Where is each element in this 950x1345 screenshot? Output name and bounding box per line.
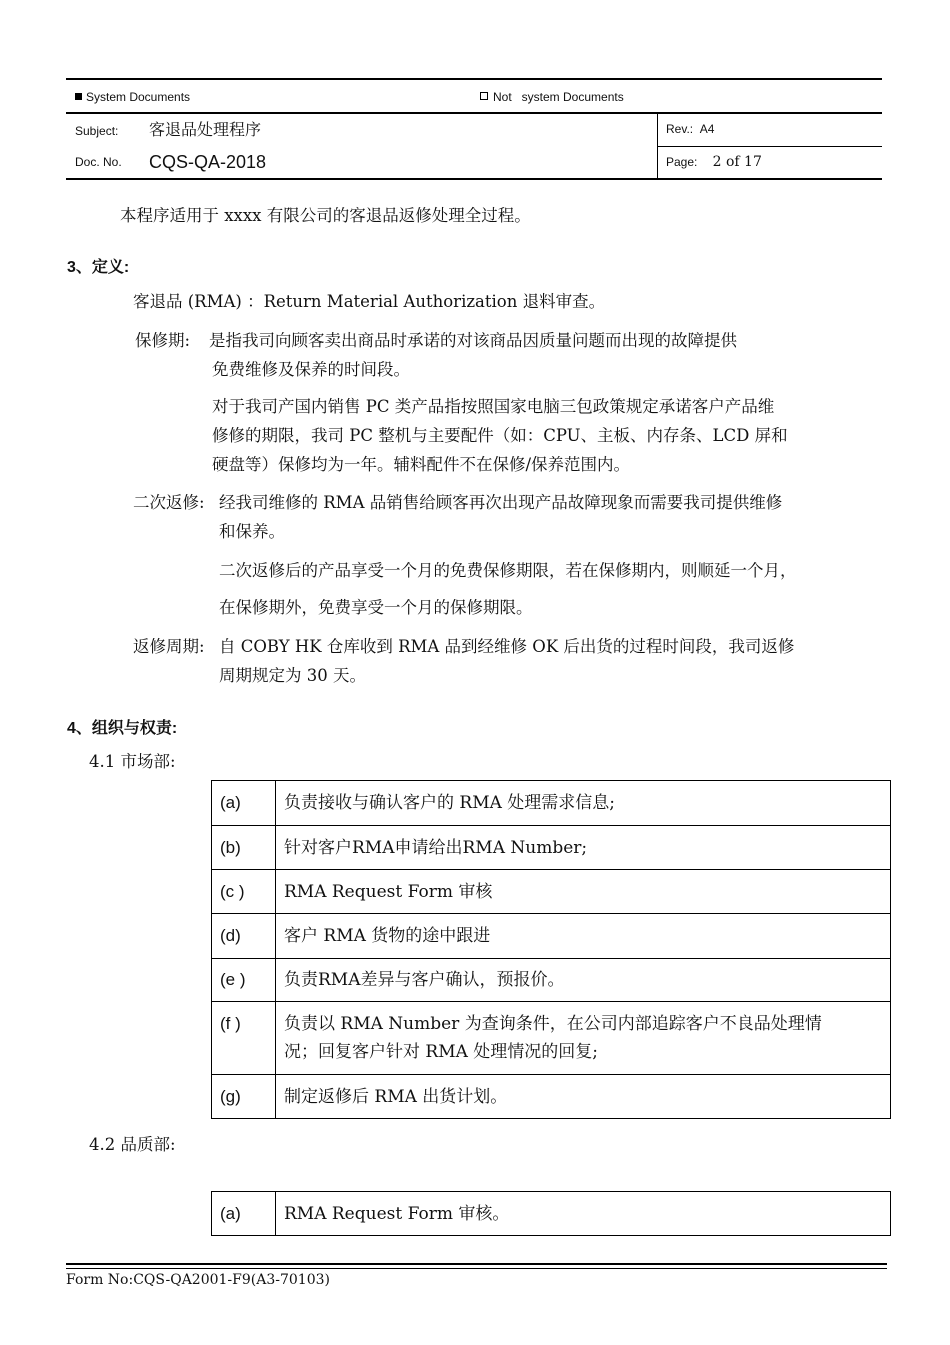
row-value: 负责接收与确认客户的 RMA 处理需求信息;	[276, 781, 891, 826]
row-key: (c )	[212, 870, 276, 914]
header-vertical-divider	[657, 113, 658, 179]
pc-warranty-line-2: 修修的期限，我司 PC 整机与主要配件（如：CPU、主板、内存条、LCD 屏和	[212, 426, 788, 445]
row-key: (f )	[212, 1002, 276, 1075]
quality-duties-table	[211, 1191, 891, 1236]
row-value: 负责以 RMA Number 为查询条件，在公司内部追踪客户不良品处理情 况；回复客户针对 RMA 处理情况的回复;	[276, 1002, 891, 1075]
pc-warranty-line-1: 对于我司产国内销售 PC 类产品指按照国家电脑三包政策规定承诺客户产品维	[212, 397, 775, 416]
row-key: (a)	[212, 781, 276, 826]
doc-no-value: CQS-QA-2018	[149, 152, 267, 172]
repair-cycle-line-1: 自 COBY HK 仓库收到 RMA 品到经维修 OK 后出货的过程时间段，我司返修	[219, 637, 795, 656]
checked-square-icon	[75, 93, 82, 100]
table-row	[212, 1002, 891, 1075]
table-row	[212, 870, 891, 914]
row-key: (d)	[212, 914, 276, 959]
repair-cycle-term: 返修周期:	[133, 637, 205, 656]
form-number: Form No:CQS-QA2001-F9(A3-70103)	[66, 1272, 330, 1288]
row-value: 负责RMA差异与客户确认，预报价。	[276, 959, 891, 1002]
not-system-documents-option: Not system Documents	[480, 90, 624, 104]
subsection-4-1: 4.1 市场部:	[89, 752, 176, 771]
row-key: (a)	[212, 1192, 276, 1236]
doc-no-label: Doc. No.	[75, 155, 122, 169]
subject-value: 客退品处理程序	[149, 120, 262, 139]
section-4-heading: 4、组织与权责:	[67, 720, 178, 737]
row-value: 针对客户RMA申请给出RMA Number;	[276, 826, 891, 870]
second-repair-term: 二次返修:	[133, 493, 205, 512]
repair-cycle-line-2: 周期规定为 30 天。	[219, 666, 366, 685]
warranty-term: 保修期:	[135, 331, 191, 350]
header-top-rule	[66, 78, 882, 80]
rev-field: Rev.: A4	[666, 122, 715, 136]
row-value: RMA Request Form 审核	[276, 870, 891, 914]
warranty-line-2: 免费维修及保养的时间段。	[212, 360, 410, 379]
subject-label: Subject:	[75, 124, 119, 138]
footer-rule-thick	[66, 1263, 887, 1265]
header-rule-2	[66, 112, 882, 114]
footer-rule-thin	[66, 1268, 887, 1269]
pc-warranty-line-3: 硬盘等）保修均为一年。辅料配件不在保修/保养范围内。	[212, 455, 631, 474]
table-row	[212, 826, 891, 870]
header-right-divider	[657, 146, 882, 147]
scope-text: 本程序适用于 xxxx 有限公司的客退品返修处理全过程。	[120, 206, 531, 225]
table-row	[212, 1075, 891, 1119]
rma-definition: 客退品 (RMA) ：Return Material Authorization 退料审查。	[133, 292, 606, 311]
table-row	[212, 959, 891, 1002]
second-repair-line-4: 在保修期外，免费享受一个月的保修期限。	[219, 598, 533, 617]
section-3-heading: 3、定义:	[67, 259, 130, 276]
row-value: 客户 RMA 货物的途中跟进	[276, 914, 891, 959]
header-bottom-rule	[66, 178, 882, 180]
table-row	[212, 1192, 891, 1236]
system-documents-option: System Documents	[75, 90, 190, 104]
warranty-line-1: 是指我司向顾客卖出商品时承诺的对该商品因质量问题而出现的故障提供	[209, 331, 737, 350]
second-repair-line-1: 经我司维修的 RMA 品销售给顾客再次出现产品故障现象而需要我司提供维修	[219, 493, 783, 512]
row-key: (b)	[212, 826, 276, 870]
table-row	[212, 914, 891, 959]
empty-square-icon	[480, 92, 488, 100]
table-row	[212, 781, 891, 826]
subsection-4-2: 4.2 品质部:	[89, 1135, 176, 1154]
row-value: RMA Request Form 审核。	[276, 1192, 891, 1236]
marketing-duties-table	[211, 780, 891, 1119]
row-value: 制定返修后 RMA 出货计划。	[276, 1075, 891, 1119]
row-key: (g)	[212, 1075, 276, 1119]
row-key: (e )	[212, 959, 276, 1002]
second-repair-line-2: 和保养。	[219, 522, 285, 541]
second-repair-line-3: 二次返修后的产品享受一个月的免费保修期限，若在保修期内，则顺延一个月，	[219, 561, 797, 580]
page-field: Page: 2 of 17	[666, 154, 762, 170]
